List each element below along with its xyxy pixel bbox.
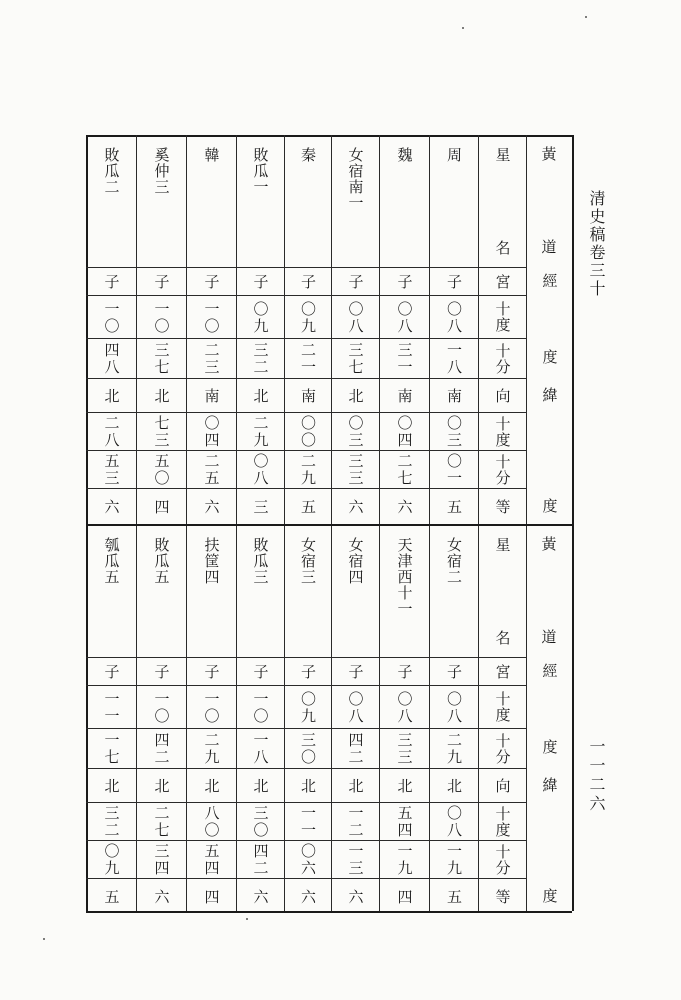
row-label: 十分 xyxy=(493,843,512,876)
lat-deg-cell: 二七 xyxy=(152,805,171,839)
lon-deg-cell: 一〇 xyxy=(202,690,221,725)
palace-cell: 子 xyxy=(102,663,121,681)
column-rule xyxy=(236,135,237,911)
table-top-rule xyxy=(86,135,572,137)
palace-cell: 子 xyxy=(152,663,171,681)
lat-deg-cell: 〇〇 xyxy=(299,415,317,449)
direction-cell: 北 xyxy=(102,387,121,405)
palace-cell: 子 xyxy=(202,273,221,291)
lon-deg-cell: 〇八 xyxy=(445,300,463,335)
row-label: 十度 xyxy=(493,805,512,838)
lon-deg-cell: 〇八 xyxy=(346,690,365,725)
row-rule xyxy=(86,378,526,379)
row-label: 十度 xyxy=(493,691,512,723)
magnitude-cell: 五 xyxy=(445,888,463,906)
row-rule xyxy=(86,878,526,879)
section-label-longitude-unit: 度 xyxy=(540,739,559,754)
row-rule xyxy=(86,412,526,413)
magnitude-cell: 四 xyxy=(395,888,414,906)
row-label: 宮 xyxy=(493,273,512,290)
star-name: 女宿二 xyxy=(445,537,463,585)
column-rule xyxy=(478,135,479,911)
star-name: 扶筐四 xyxy=(202,537,221,585)
lat-min-cell: 二五 xyxy=(202,453,221,487)
lon-min-cell: 二九 xyxy=(445,732,463,766)
lat-deg-cell: 〇三 xyxy=(346,415,365,449)
direction-cell: 北 xyxy=(299,777,317,795)
star-name: 周 xyxy=(445,147,463,163)
row-label: 等 xyxy=(493,498,512,515)
section-label-longitude-unit: 度 xyxy=(540,349,559,364)
lat-min-cell: 〇六 xyxy=(299,843,317,877)
row-rule xyxy=(86,657,526,658)
lat-min-cell: 二九 xyxy=(299,453,317,487)
palace-cell: 子 xyxy=(152,273,171,291)
row-label-star: 星 名 xyxy=(493,147,512,255)
direction-cell: 北 xyxy=(152,777,171,795)
palace-cell: 子 xyxy=(346,273,365,291)
lon-min-cell: 四二 xyxy=(346,732,365,766)
direction-cell: 北 xyxy=(202,777,221,795)
lat-deg-cell: 一二 xyxy=(346,805,365,839)
column-rule xyxy=(186,135,187,911)
magnitude-cell: 五 xyxy=(299,498,317,516)
magnitude-cell: 六 xyxy=(346,888,365,906)
row-label: 十度 xyxy=(493,415,512,448)
row-rule xyxy=(86,338,526,339)
star-name: 瓠瓜五 xyxy=(102,537,121,585)
lat-min-cell: 三四 xyxy=(152,843,171,877)
lat-deg-cell: 二八 xyxy=(102,415,121,449)
palace-cell: 子 xyxy=(251,273,270,291)
row-label: 十度 xyxy=(493,301,512,333)
lat-min-cell: 五〇 xyxy=(152,453,171,487)
palace-cell: 子 xyxy=(202,663,221,681)
row-label: 向 xyxy=(493,777,512,794)
lat-min-cell: 一三 xyxy=(346,843,365,877)
palace-cell: 子 xyxy=(299,663,317,681)
star-name: 敗瓜三 xyxy=(251,537,270,585)
section-label-latitude: 緯 xyxy=(540,387,559,402)
lon-min-cell: 三三 xyxy=(395,732,414,766)
column-rule xyxy=(429,135,430,911)
table-right-rule xyxy=(572,135,574,911)
star-name: 天津西十一 xyxy=(395,537,414,617)
section-label-ecliptic: 黃 道 xyxy=(541,145,557,256)
direction-cell: 北 xyxy=(251,777,270,795)
row-rule xyxy=(86,295,526,296)
row-label: 十分 xyxy=(493,453,512,486)
lat-deg-cell: 一一 xyxy=(299,805,317,839)
palace-cell: 子 xyxy=(299,273,317,291)
magnitude-cell: 四 xyxy=(202,888,221,906)
lon-deg-cell: 一〇 xyxy=(202,300,221,335)
running-title: 清史稿卷三十 xyxy=(587,190,606,298)
direction-cell: 南 xyxy=(445,387,463,405)
lon-deg-cell: 一〇 xyxy=(102,300,121,335)
magnitude-cell: 五 xyxy=(445,498,463,516)
star-name: 奚仲三 xyxy=(152,147,171,195)
lon-min-cell: 三二 xyxy=(251,342,270,376)
table-bottom-rule xyxy=(86,911,572,913)
lon-min-cell: 三一 xyxy=(395,342,414,376)
star-name: 敗瓜五 xyxy=(152,537,171,585)
direction-cell: 北 xyxy=(395,777,414,795)
star-name: 敗瓜一 xyxy=(251,147,270,195)
magnitude-cell: 六 xyxy=(152,888,171,906)
palace-cell: 子 xyxy=(102,273,121,291)
lon-deg-cell: 〇九 xyxy=(251,300,270,335)
direction-cell: 北 xyxy=(346,777,365,795)
row-rule xyxy=(86,728,526,729)
row-rule xyxy=(86,840,526,841)
lat-deg-cell: 三二 xyxy=(102,805,121,839)
magnitude-cell: 六 xyxy=(202,498,221,516)
star-name: 女宿三 xyxy=(299,537,317,585)
lat-deg-cell: 八〇 xyxy=(202,805,221,839)
section-label-longitude: 經 xyxy=(540,663,559,678)
lon-deg-cell: 〇九 xyxy=(299,300,317,335)
column-rule xyxy=(136,135,137,911)
row-label-star: 星 名 xyxy=(493,537,512,645)
direction-cell: 南 xyxy=(299,387,317,405)
star-name: 韓 xyxy=(202,147,221,163)
row-rule xyxy=(86,488,526,489)
row-rule xyxy=(86,802,526,803)
lon-min-cell: 一八 xyxy=(445,342,463,376)
lon-min-cell: 三七 xyxy=(152,342,171,376)
star-name: 敗瓜二 xyxy=(102,147,121,195)
magnitude-cell: 六 xyxy=(395,498,414,516)
direction-cell: 北 xyxy=(346,387,365,405)
lon-min-cell: 一八 xyxy=(251,732,270,766)
direction-cell: 南 xyxy=(395,387,414,405)
direction-cell: 北 xyxy=(152,387,171,405)
lon-deg-cell: 〇八 xyxy=(395,300,414,335)
magnitude-cell: 六 xyxy=(346,498,365,516)
section-label-latitude: 緯 xyxy=(540,777,559,792)
lon-deg-cell: 〇九 xyxy=(299,690,317,725)
row-label: 向 xyxy=(493,387,512,404)
lon-deg-cell: 〇八 xyxy=(445,690,463,725)
lon-min-cell: 三七 xyxy=(346,342,365,376)
section-label-longitude: 經 xyxy=(540,273,559,288)
magnitude-cell: 六 xyxy=(102,498,121,516)
row-rule xyxy=(86,450,526,451)
lat-deg-cell: 〇四 xyxy=(395,415,414,449)
palace-cell: 子 xyxy=(251,663,270,681)
section-label-ecliptic: 黃 道 xyxy=(541,535,557,646)
lon-deg-cell: 一一 xyxy=(102,690,121,725)
lon-min-cell: 二一 xyxy=(299,342,317,376)
row-label: 等 xyxy=(493,888,512,905)
direction-cell: 南 xyxy=(202,387,221,405)
lon-min-cell: 四八 xyxy=(102,342,121,376)
star-name: 女宿南一 xyxy=(346,147,365,211)
lat-min-cell: 五三 xyxy=(102,453,121,487)
star-name: 魏 xyxy=(395,147,414,163)
column-rule xyxy=(284,135,285,911)
direction-cell: 北 xyxy=(445,777,463,795)
lon-min-cell: 二三 xyxy=(202,342,221,376)
section-label-latitude-unit: 度 xyxy=(540,888,559,903)
lat-deg-cell: 三〇 xyxy=(251,805,270,839)
row-rule xyxy=(86,768,526,769)
row-rule xyxy=(86,685,526,686)
lat-deg-cell: 〇四 xyxy=(202,415,221,449)
lat-min-cell: 一九 xyxy=(445,843,463,877)
palace-cell: 子 xyxy=(445,273,463,291)
column-rule xyxy=(331,135,332,911)
lat-min-cell: 二七 xyxy=(395,453,414,487)
lat-deg-cell: 七三 xyxy=(152,415,171,449)
lon-min-cell: 一七 xyxy=(102,732,121,766)
direction-cell: 北 xyxy=(102,777,121,795)
palace-cell: 子 xyxy=(445,663,463,681)
palace-cell: 子 xyxy=(395,273,414,291)
lon-min-cell: 四二 xyxy=(152,732,171,766)
direction-cell: 北 xyxy=(251,387,270,405)
lon-deg-cell: 〇八 xyxy=(395,690,414,725)
lat-min-cell: 一九 xyxy=(395,843,414,877)
lat-deg-cell: 二九 xyxy=(251,415,270,449)
lat-min-cell: 〇九 xyxy=(102,843,121,877)
magnitude-cell: 四 xyxy=(152,498,171,516)
lon-deg-cell: 〇八 xyxy=(346,300,365,335)
lat-min-cell: 〇八 xyxy=(251,453,270,487)
magnitude-cell: 三 xyxy=(251,498,270,516)
table-left-rule xyxy=(86,135,88,911)
page-number: 一一二六 xyxy=(587,738,606,814)
column-rule xyxy=(379,135,380,911)
block-divider-rule xyxy=(86,524,572,526)
lat-min-cell: 五四 xyxy=(202,843,221,877)
lat-deg-cell: 〇三 xyxy=(445,415,463,449)
magnitude-cell: 五 xyxy=(102,888,121,906)
lat-deg-cell: 〇八 xyxy=(445,805,463,839)
row-rule xyxy=(86,267,526,268)
lat-min-cell: 三三 xyxy=(346,453,365,487)
palace-cell: 子 xyxy=(346,663,365,681)
lon-deg-cell: 一〇 xyxy=(152,300,171,335)
column-rule xyxy=(526,135,527,911)
palace-cell: 子 xyxy=(395,663,414,681)
lon-min-cell: 二九 xyxy=(202,732,221,766)
lat-min-cell: 四二 xyxy=(251,843,270,877)
lon-deg-cell: 一〇 xyxy=(251,690,270,725)
row-label: 十分 xyxy=(493,342,512,375)
lat-min-cell: 〇一 xyxy=(445,453,463,487)
row-label: 宮 xyxy=(493,663,512,680)
star-name: 女宿四 xyxy=(346,537,365,585)
magnitude-cell: 六 xyxy=(299,888,317,906)
lon-deg-cell: 一〇 xyxy=(152,690,171,725)
lon-min-cell: 三〇 xyxy=(299,732,317,766)
row-label: 十分 xyxy=(493,732,512,765)
section-label-latitude-unit: 度 xyxy=(540,498,559,513)
lat-deg-cell: 五四 xyxy=(395,805,414,839)
star-name: 秦 xyxy=(299,147,317,163)
magnitude-cell: 六 xyxy=(251,888,270,906)
